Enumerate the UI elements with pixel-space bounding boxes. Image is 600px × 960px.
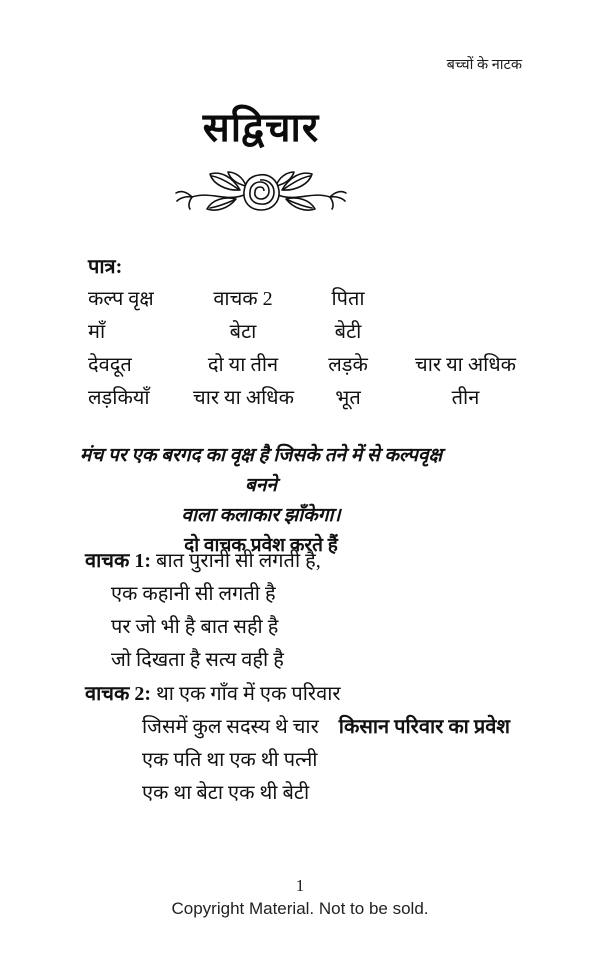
speaker-label: वाचक 1: xyxy=(85,550,152,572)
speaker-label: वाचक 2: xyxy=(85,683,152,705)
dialogue-line: एक पति था एक थी पत्नी xyxy=(142,749,318,771)
dialogue-line: जो दिखता है सत्य वही है xyxy=(111,649,284,671)
cast-cell xyxy=(403,288,528,310)
cast-section xyxy=(88,252,528,409)
cast-cell: तीन xyxy=(451,387,480,409)
dialogue-line: एक था बेटा एक थी बेटी xyxy=(142,782,310,804)
dialogue-line: पर जो भी है बात सही है xyxy=(111,616,279,638)
cast-cell: पिता xyxy=(331,288,365,310)
cast-label: पात्र: xyxy=(88,256,123,278)
cast-cell: चार या अधिक xyxy=(415,354,516,376)
cast-cell: माँ xyxy=(88,321,106,343)
cast-cell xyxy=(403,321,528,343)
cast-cell: दो या तीन xyxy=(207,354,279,376)
cast-cell: लड़कियाँ xyxy=(88,387,150,409)
floral-divider xyxy=(85,168,437,222)
dialogue-vachak-2 xyxy=(85,678,510,810)
floral-rose-divider-icon xyxy=(166,168,356,222)
cast-cell: वाचक 2 xyxy=(213,288,273,310)
dialogue-text: बात पुरानी सी लगती है, xyxy=(156,550,321,572)
cast-cell: देवदूत xyxy=(88,354,132,376)
dialogue-text: था एक गाँव में एक परिवार xyxy=(156,683,341,705)
cast-cell: चार या अधिक xyxy=(193,387,294,409)
dialogue-text: जिसमें कुल सदस्य थे चार xyxy=(142,716,319,738)
stage-direction-entry: दो वाचक प्रवेश करते हैं xyxy=(184,535,338,556)
stage-direction-line: वाला कलाकार झाँकेगा। xyxy=(181,505,341,526)
dialogue-line xyxy=(85,545,321,578)
stage-note: किसान परिवार का प्रवेश xyxy=(338,716,510,738)
stage-direction-line: मंच पर एक बरगद का वृक्ष है जिसके तने में से कल्पवृक्ष बनने xyxy=(79,445,443,496)
dialogue-line xyxy=(142,711,510,744)
dialogue-line xyxy=(85,678,510,711)
cast-cell: बेटी xyxy=(334,321,362,343)
stage-directions xyxy=(73,441,449,561)
dialogue-vachak-1 xyxy=(85,545,321,677)
dialogue-line: एक कहानी सी लगती है xyxy=(111,583,276,605)
page-title: सद्विचार xyxy=(202,105,320,150)
cast-table xyxy=(88,288,528,409)
cast-cell: भूत xyxy=(335,387,361,409)
page-number: 1 xyxy=(295,876,305,895)
copyright-notice: Copyright Material. Not to be sold. xyxy=(171,899,429,918)
cast-cell: कल्प वृक्ष xyxy=(88,288,154,310)
cast-cell: बेटा xyxy=(229,321,257,343)
cast-cell: लड़के xyxy=(328,354,368,376)
running-header: बच्चों के नाटक xyxy=(446,57,522,73)
